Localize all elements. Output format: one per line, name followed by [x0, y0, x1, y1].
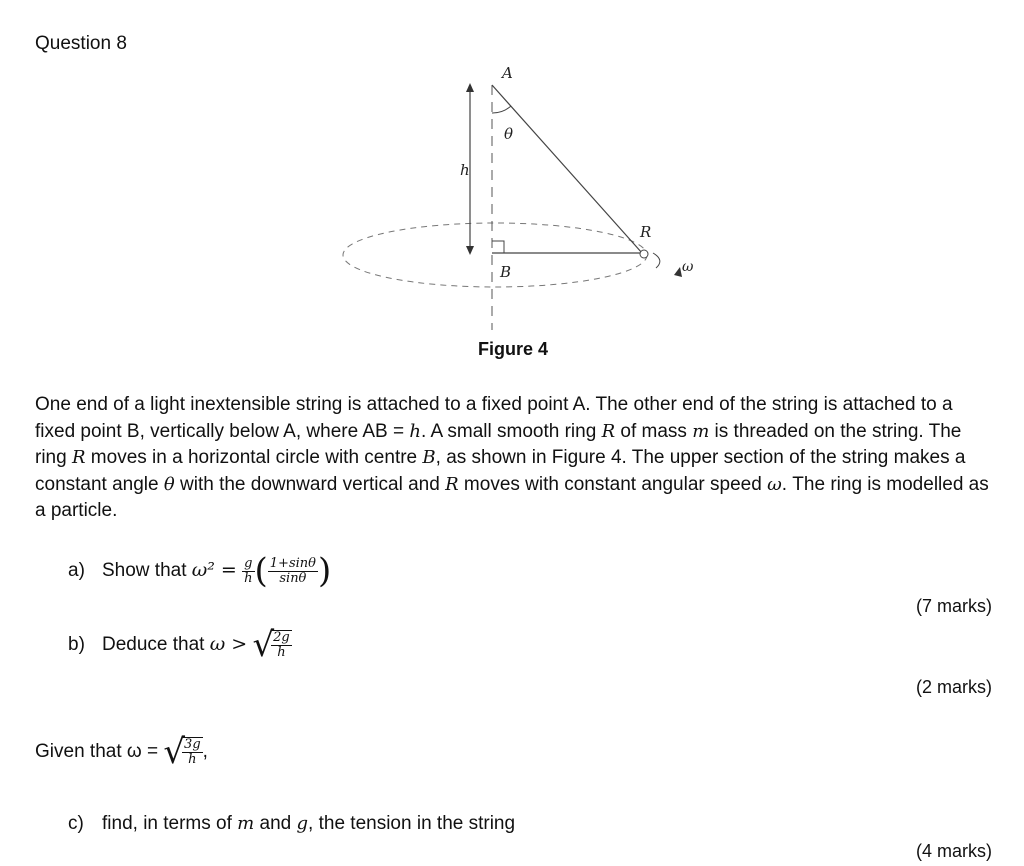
figure-caption: Figure 4 — [478, 339, 549, 359]
part-a-label: a) — [68, 560, 85, 582]
string-upper-section — [492, 85, 642, 253]
label-R: R — [640, 223, 652, 241]
sqrt-icon: √ — [252, 625, 275, 665]
para-var-omega: ω — [767, 473, 782, 495]
para-text-5: moves in a horizontal circle with centre — [85, 447, 423, 468]
given-text: Given that ω = — [35, 741, 159, 763]
part-b-sqrt — [252, 625, 291, 665]
part-a-text: Show that — [102, 560, 192, 582]
frac-numerator: 2g — [273, 630, 290, 645]
part-b-label: b) — [68, 634, 85, 656]
para-text-7: with the downward vertical and — [174, 473, 446, 495]
part-c-var-m: m — [237, 813, 255, 834]
label-B: B — [500, 263, 512, 281]
para-var-theta: θ — [163, 473, 175, 495]
frac-denominator: sinθ — [268, 571, 318, 586]
label-omega: ω — [682, 259, 694, 275]
frac-numerator: 1+sinθ — [269, 555, 316, 571]
h-arrow-head-top — [466, 83, 474, 92]
frac-numerator: 3g — [184, 737, 201, 752]
omega-rotation-arrow — [653, 253, 660, 268]
given-sqrt — [163, 732, 202, 772]
para-text-9: . The ring is modelled as a particle. — [35, 473, 989, 521]
para-text-2: . A small smooth ring — [420, 420, 602, 442]
question-paragraph — [35, 392, 995, 525]
left-paren: ( — [254, 551, 268, 591]
horizontal-circle-path — [343, 223, 647, 287]
frac-numerator: g — [244, 555, 253, 571]
given-frac — [182, 738, 203, 767]
part-b-text: Deduce that — [102, 634, 210, 656]
frac-denominator: h — [244, 570, 253, 586]
part-c-marks: (4 marks) — [916, 841, 992, 861]
para-var-R: R — [445, 473, 459, 495]
part-b-marks: (2 marks) — [916, 677, 992, 697]
para-text-4: is threaded on the string. The ring — [35, 420, 962, 468]
frac-denominator: h — [271, 645, 292, 660]
para-var-h: h — [409, 420, 421, 442]
part-b — [68, 625, 292, 665]
part-a-frac-g-h — [242, 557, 254, 586]
right-paren: ) — [317, 551, 332, 591]
frac-denominator: h — [182, 752, 203, 767]
part-b-frac — [271, 631, 292, 660]
ring-R — [640, 250, 648, 258]
part-b-lhs: ω > — [209, 633, 248, 656]
right-angle-marker — [492, 241, 504, 253]
sqrt-icon: √ — [163, 732, 186, 772]
part-c — [68, 813, 515, 835]
part-c-var-g: g — [296, 813, 309, 834]
para-text-6: , as shown in Figure 4. The upper section of the string makes a constant angle — [35, 447, 966, 495]
part-a-lhs: ω² = — [191, 559, 237, 582]
para-var-B: B — [422, 447, 436, 468]
para-text-3: of mass — [615, 420, 693, 442]
label-theta: θ — [504, 125, 514, 143]
para-text-1: One end of a light inextensible string is attached to a fixed point A. The other end of the string is attached to a fixed point B, vertically below A, where AB = — [35, 394, 953, 442]
part-c-label: c) — [68, 813, 84, 834]
given-comma: , — [202, 741, 208, 763]
label-h: h — [460, 161, 470, 179]
given-statement — [35, 732, 208, 772]
label-A: A — [502, 64, 513, 82]
part-a — [68, 551, 332, 591]
part-a-frac-sin — [268, 557, 318, 586]
omega-arrow-head — [674, 267, 682, 277]
part-c-text-2: and — [254, 813, 297, 834]
para-var-R: R — [71, 447, 86, 468]
h-arrow-head-bottom — [466, 246, 474, 255]
theta-arc — [492, 106, 511, 113]
para-text-8: moves with constant angular speed — [458, 473, 768, 495]
para-var-m: m — [692, 420, 710, 442]
part-c-text-3: , the tension in the string — [308, 813, 516, 834]
part-c-text-1: find, in terms of — [102, 813, 238, 834]
para-var-R: R — [601, 420, 616, 442]
question-title: Question 8 — [35, 33, 127, 54]
part-a-marks: (7 marks) — [916, 596, 992, 616]
figure-4-diagram — [330, 55, 730, 355]
